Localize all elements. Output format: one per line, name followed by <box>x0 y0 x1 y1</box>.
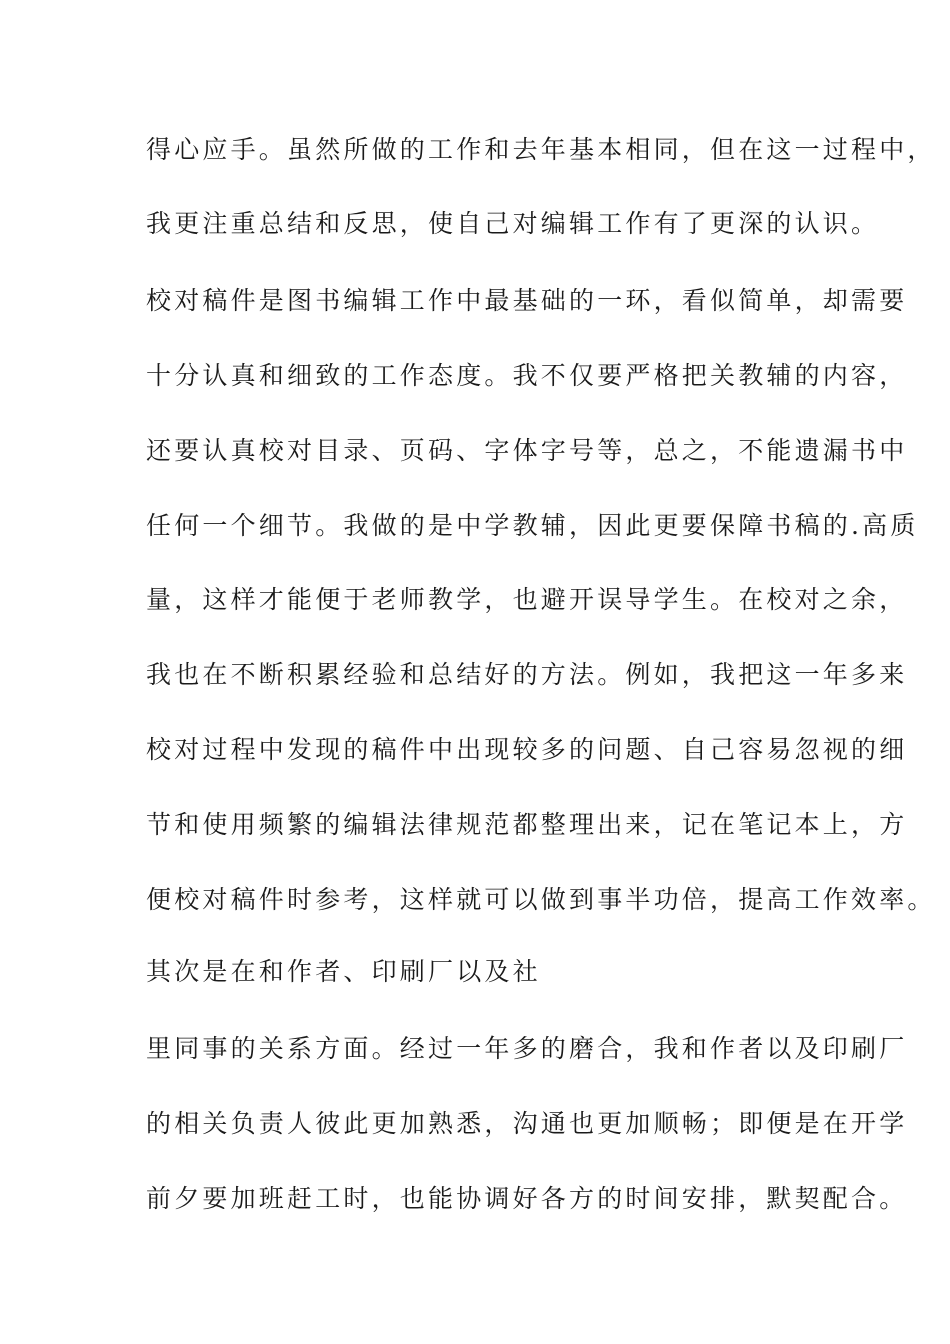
text-line-3: 校对稿件是图书编辑工作中最基础的一环，看似简单，却需要 <box>146 286 908 315</box>
text-line-12: 其次是在和作者、印刷厂以及社 <box>146 957 541 986</box>
text-line-7: 量，这样才能便于老师教学，也避开误导学生。在校对之余， <box>146 585 908 614</box>
text-line-9: 校对过程中发现的稿件中出现较多的问题、自己容易忽视的细 <box>146 735 908 764</box>
text-line-2: 我更注重总结和反思，使自己对编辑工作有了更深的认识。 <box>146 209 880 238</box>
text-line-4: 十分认真和细致的工作态度。我不仅要严格把关教辅的内容， <box>146 361 908 390</box>
text-line-1: 得心应手。虽然所做的工作和去年基本相同，但在这一过程中， <box>146 135 936 164</box>
text-line-8: 我也在不断积累经验和总结好的方法。例如，我把这一年多来 <box>146 660 908 689</box>
text-line-14: 的相关负责人彼此更加熟悉，沟通也更加顺畅；即便是在开学 <box>146 1109 908 1138</box>
text-line-15: 前夕要加班赶工时，也能协调好各方的时间安排，默契配合。 <box>146 1184 908 1213</box>
text-line-10: 节和使用频繁的编辑法律规范都整理出来，记在笔记本上，方 <box>146 810 908 839</box>
text-line-11: 便校对稿件时参考，这样就可以做到事半功倍，提高工作效率。 <box>146 885 936 914</box>
text-line-6: 任何一个细节。我做的是中学教辅，因此更要保障书稿的.高质 <box>146 511 919 540</box>
text-line-5: 还要认真校对目录、页码、字体字号等，总之，不能遗漏书中 <box>146 436 908 465</box>
text-line-13: 里同事的关系方面。经过一年多的磨合，我和作者以及印刷厂 <box>146 1034 908 1063</box>
